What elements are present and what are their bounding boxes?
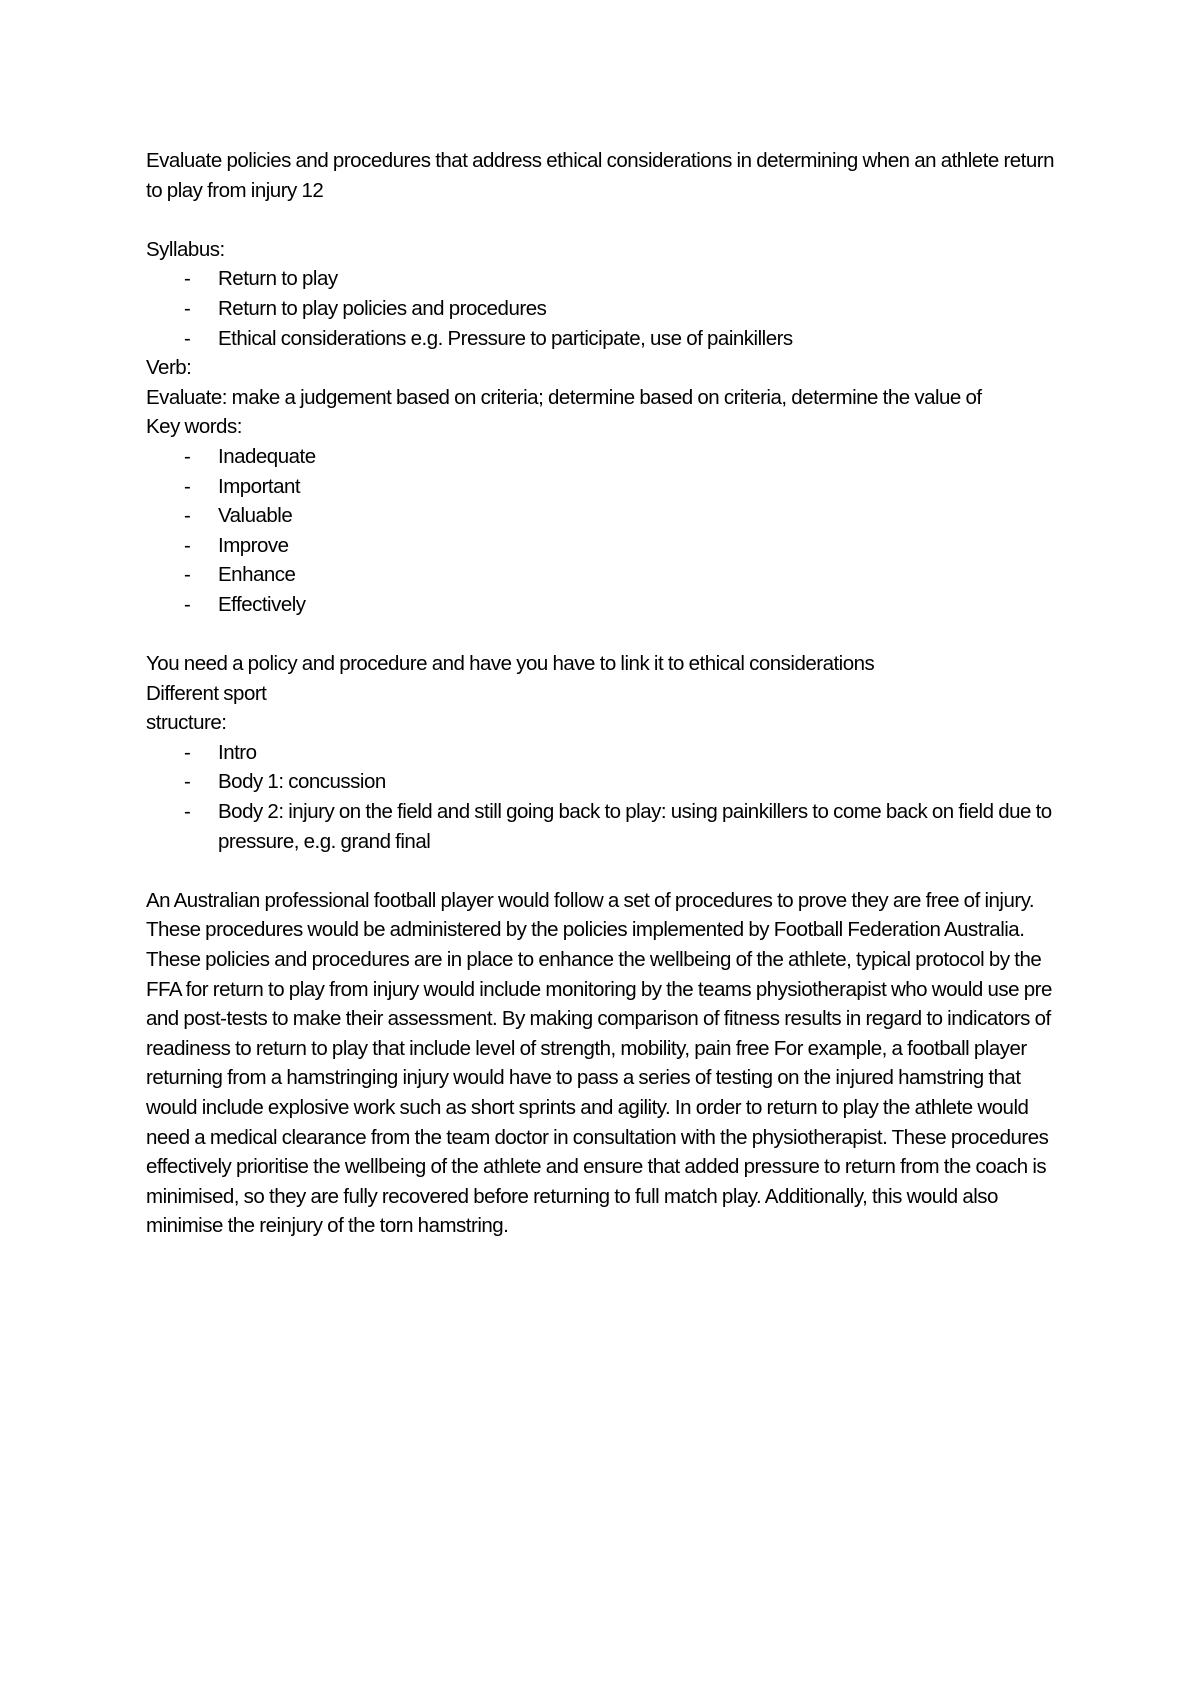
structure-heading: structure: <box>146 711 227 735</box>
key-words-heading: Key words: <box>146 415 242 439</box>
syllabus-list <box>146 264 1066 353</box>
title-number: 12 <box>301 178 324 202</box>
list-item: - Ethical considerations e.g. Pressure to participate, use of painkillers <box>146 324 1066 354</box>
title-text: Evaluate policies and procedures that address ethical considerations in determining when an athlete return to play from injury <box>146 149 1055 202</box>
list-item: - Body 2: injury on the field and still going back to play: using painkillers to come back on field due to pressure, e.g. grand final <box>146 797 1066 856</box>
spacer <box>146 205 1066 235</box>
list-item: - Inadequate <box>146 442 1066 472</box>
spacer <box>146 856 1066 886</box>
list-item: - Important <box>146 472 1066 502</box>
verb-definition: Evaluate: make a judgement based on criteria; determine based on criteria, determine the value of <box>146 385 982 409</box>
document-title <box>146 146 1066 205</box>
list-item: - Valuable <box>146 501 1066 531</box>
body-paragraph: An Australian professional football player would follow a set of procedures to prove they are free of injury. These procedures would be administered by the policies implemented by Football Federation Australia. These policies and procedures are in place to enhance the wellbeing of the athlete, typical protocol by the FFA for return to play from injury would include monitoring by the teams physiotherapist who would use pre and post-tests to make their assessment. By making comparison of fitness results in regard to indicators of readiness to return to play that include level of strength, mobility, pain free For example, a football player returning from a hamstringing injury would have to pass a series of testing on the injured hamstring that would include explosive work such as short sprints and agility. In order to return to play the athlete would need a medical clearance from the team doctor in consultation with the physiotherapist. These procedures effectively prioritise the wellbeing of the athlete and ensure that added pressure to return from the coach is minimised, so they are fully recovered before returning to full match play. Additionally, this would also minimise the reinjury of the torn hamstring. <box>146 888 1052 1238</box>
verb-heading: Verb: <box>146 356 192 380</box>
note-line: Different sport <box>146 681 267 705</box>
list-item: - Improve <box>146 531 1066 561</box>
list-item: - Return to play policies and procedures <box>146 294 1066 324</box>
key-words-list <box>146 442 1066 620</box>
list-item: - Intro <box>146 738 1066 768</box>
structure-list <box>146 738 1066 856</box>
list-item: - Enhance <box>146 560 1066 590</box>
document-page <box>146 146 1066 1241</box>
list-item: - Return to play <box>146 264 1066 294</box>
syllabus-heading: Syllabus: <box>146 237 225 261</box>
spacer <box>146 620 1066 650</box>
note-line: You need a policy and procedure and have you have to link it to ethical considerations <box>146 652 875 676</box>
list-item: - Effectively <box>146 590 1066 620</box>
list-item: - Body 1: concussion <box>146 767 1066 797</box>
